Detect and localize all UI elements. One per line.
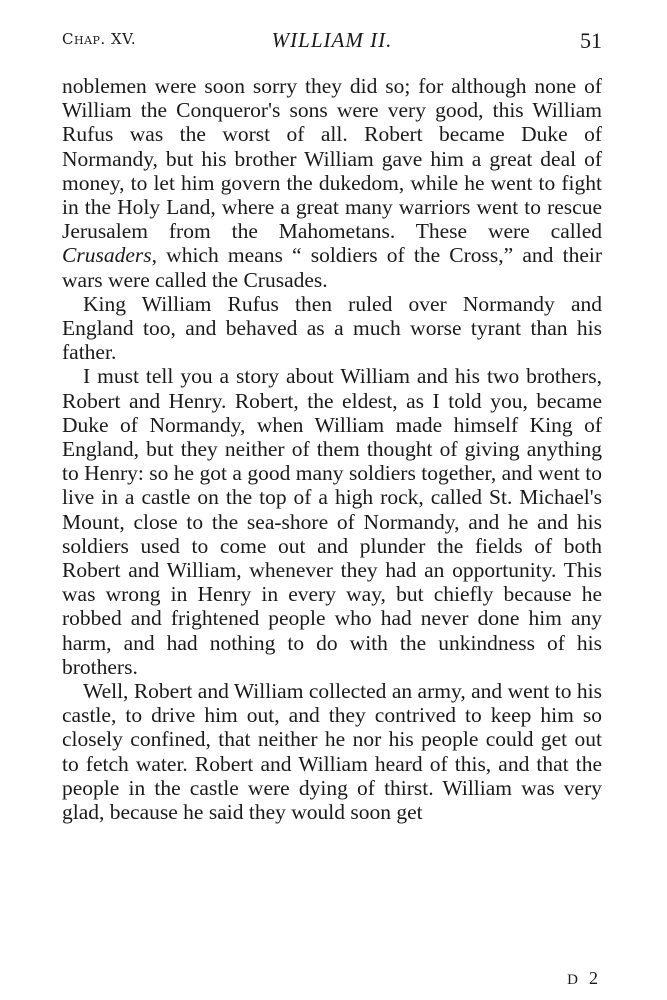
paragraph-4: Well, Robert and William collected an army, and went to his castle, to drive him out, and they contrived to keep him so closely confined, that neither he nor his people could get out to fetch water. Robert and William heard of this, and that the people in the castle were dying of thirst. William was very glad, because he said they would soon get bbox=[62, 679, 602, 825]
chapter-label: Chap. XV. bbox=[62, 30, 137, 48]
paragraph-1-emphasis: Crusaders bbox=[62, 243, 152, 268]
paragraph-3: I must tell you a story about William and his two brothers, Robert and Henry. Robert, the eldest, as I told you, became Duke of Normandy, when William made himself King of England, but they neither of them thought of giving anything to Henry: so he got a good many soldiers together, and went to live in a castle on the top of a high rock, called St. Michael's Mount, close to the sea-shore of Normandy, and he and his soldiers used to come out and plunder the fields of both Robert and William, whenever they had an opportunity. This was wrong in Henry in every way, but chiefly because he robbed and frightened people who had never done him any harm, and had nothing to do with the unkindness of his brothers. bbox=[62, 364, 602, 679]
running-header bbox=[62, 28, 602, 56]
body-text bbox=[62, 74, 602, 824]
signature-number: 2 bbox=[589, 968, 599, 988]
page-number: 51 bbox=[580, 28, 602, 53]
paragraph-1 bbox=[62, 74, 602, 292]
signature-letter: D bbox=[567, 972, 579, 988]
paragraph-1-text-start: noblemen were soon sorry they did so; for although none of William the Conqueror's sons were very good, this William Rufus was the worst of all. Robert became Duke of Normandy, but his brother William gave him a great deal of money, to let him govern the dukedom, while he went to fight in the Holy Land, where a great many warriors went to rescue Jerusalem from the Mahometans. These were called bbox=[62, 74, 602, 244]
paragraph-1-text-end: , which means “ soldiers of the Cross,” and their wars were called the Crusades. bbox=[62, 243, 602, 292]
running-title: WILLIAM II. bbox=[271, 28, 393, 52]
paragraph-2: King William Rufus then ruled over Normandy and England too, and behaved as a much worse tyrant than his father. bbox=[62, 291, 602, 365]
printer-signature bbox=[567, 968, 599, 989]
